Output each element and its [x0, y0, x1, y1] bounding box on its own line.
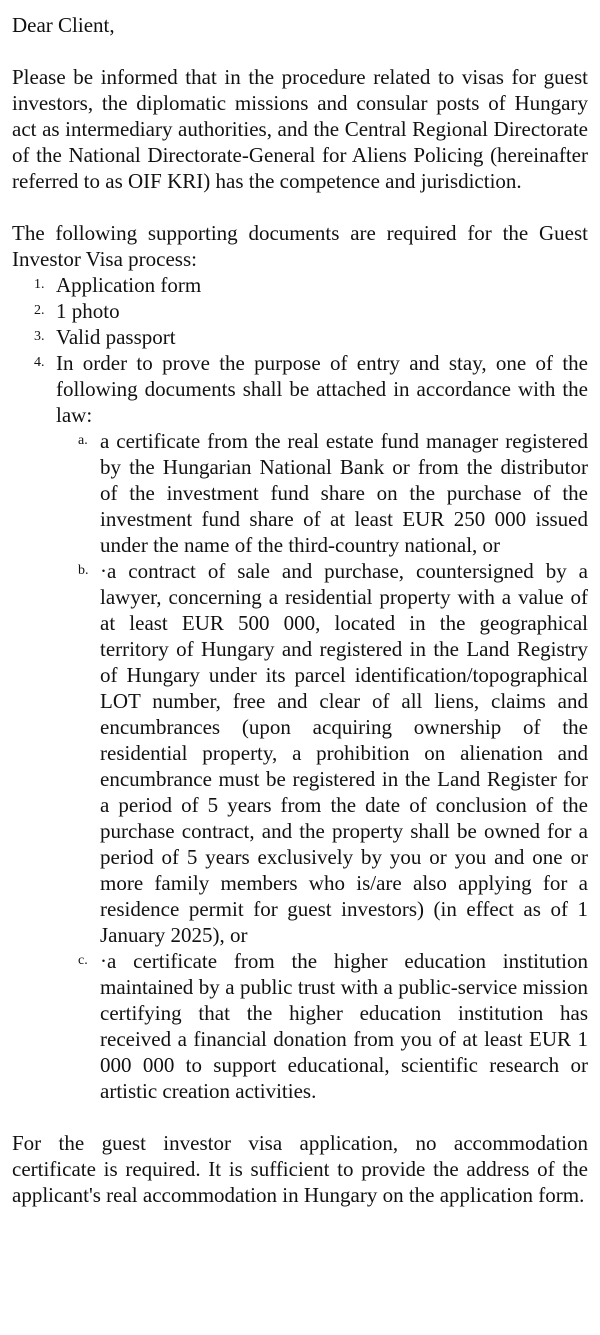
spacer	[12, 194, 588, 220]
list-marker: 1.	[34, 277, 45, 292]
closing-paragraph: For the guest investor visa application, no accommodation certificate is required. It is sufficient to provide the address of the applicant's real accommodation in Hungary on the application form.	[12, 1131, 588, 1207]
list-item	[12, 350, 588, 1104]
list-item	[12, 298, 588, 324]
list-item-text: Application form	[56, 273, 202, 297]
sublist-item-text: ·a certificate from the higher education institution maintained by a public trust with a public-service mission certifying that the higher education institution has received a financial donation from you of at least EUR 1 000 000 to support educational, scientific research or artistic creation activities.	[100, 949, 588, 1103]
sublist-item	[56, 558, 588, 948]
list-item-text: In order to prove the purpose of entry and stay, one of the following documents shall be attached in accordance with the law:	[56, 351, 588, 427]
list-item-text: 1 photo	[56, 299, 120, 323]
list-item-text: Valid passport	[56, 325, 176, 349]
sublist-marker: c.	[78, 953, 88, 968]
sublist-marker: a.	[78, 433, 88, 448]
purpose-proof-sublist	[56, 428, 588, 1104]
sublist-marker: b.	[78, 563, 89, 578]
list-marker: 2.	[34, 303, 45, 318]
sublist-item	[56, 428, 588, 558]
sublist-item	[56, 948, 588, 1104]
list-marker: 3.	[34, 329, 45, 344]
list-marker: 4.	[34, 355, 45, 370]
list-item	[12, 324, 588, 350]
greeting: Dear Client,	[12, 13, 115, 37]
documents-lead: The following supporting documents are required for the Guest Investor Visa process:	[12, 221, 588, 271]
intro-paragraph: Please be informed that in the procedure related to visas for guest investors, the diplomatic missions and consular posts of Hungary act as intermediary authorities, and the Central Regional Directorate of the National Directorate-General for Aliens Policing (hereinafter referred to as OIF KRI) has the competence and jurisdiction.	[12, 65, 588, 193]
sublist-item-text: a certificate from the real estate fund manager registered by the Hungarian National Bank or from the distributor of the investment fund share on the purchase of the investment fund share of at least EUR 250 000 issued under the name of the third-country national, or	[100, 429, 588, 557]
spacer	[12, 1104, 588, 1130]
sublist-item-text: ·a contract of sale and purchase, countersigned by a lawyer, concerning a residential property with a value of at least EUR 500 000, located in the geographical territory of Hungary and registered in the Land Registry of Hungary under its parcel identification/topographical LOT number, free and clear of all liens, claims and encumbrances (upon acquiring ownership of the residential property, a prohibition on alienation and encumbrance must be registered in the Land Register for a period of 5 years from the date of conclusion of the purchase contract, and the property shall be owned for a period of 5 years exclusively by you or you and one or more family members who is/are also applying for a residence permit for guest investors) (in effect as of 1 January 2025), or	[100, 559, 588, 947]
required-documents-list	[12, 272, 588, 1104]
list-item	[12, 272, 588, 298]
spacer	[12, 38, 588, 64]
